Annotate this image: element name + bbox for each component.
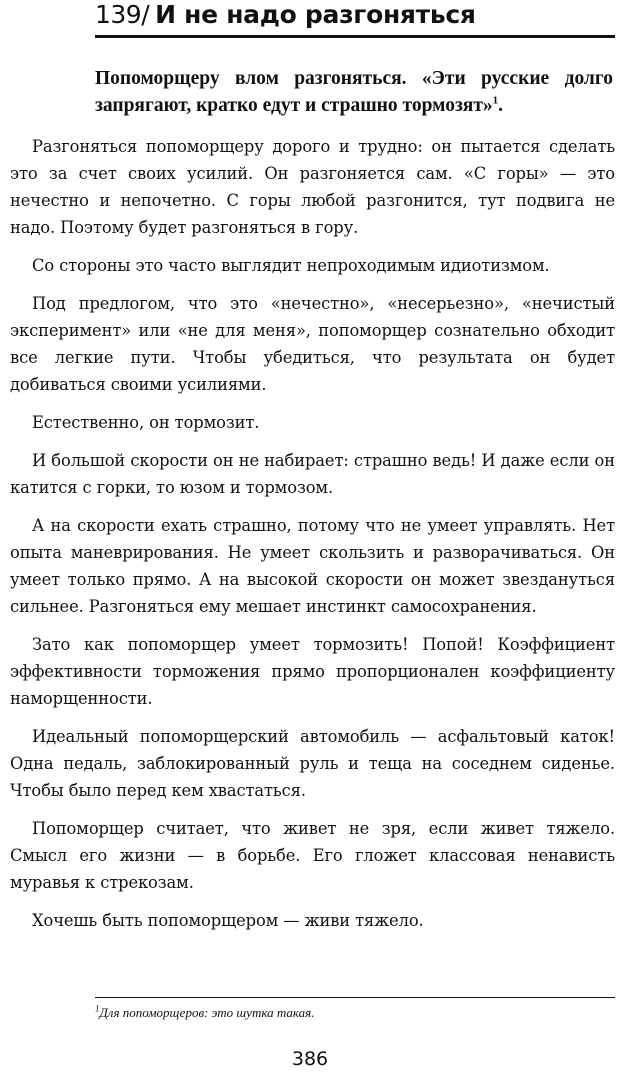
paragraph: И большой скорости он не набирает: страшно ведь! И даже если он катится с горки, то юзом и тормозом.: [10, 451, 615, 497]
paragraph: Попоморщер считает, что живет не зря, если живет тяжело. Смысл его жизни — в борьбе. Его гложет классовая ненависть муравья к стрекозам.: [10, 819, 615, 892]
paragraph: Идеальный попоморщерский автомобиль — асфальтовый каток! Одна педаль, заблокированный руль и теща на соседнем сиденье. Чтобы было перед кем хвастаться.: [10, 727, 615, 800]
paragraph: Разгоняться попоморщеру дорого и трудно: он пытается сделать это за счет своих усилий. Он разгоняется сам. «С горы» — это нечестно и непочетно. С горы любой разгонится, тут подвига не надо. Поэтому будет разгоняться в гору.: [10, 137, 615, 237]
epigraph-footnote-marker: 1: [492, 94, 499, 107]
paragraph: Со стороны это часто выглядит непроходимым идиотизмом.: [32, 256, 550, 275]
paragraph: Под предлогом, что это «нечестно», «несерьезно», «нечистый эксперимент» или «не для меня», попоморщер сознательно обходит все легкие пути. Чтобы убедиться, что результата он будет добиваться своими усилиями.: [10, 294, 615, 394]
footnote: [95, 1004, 615, 1022]
epigraph-text: Попоморщеру влом разгоняться. «Эти русские долго запрягают, кратко едут и страшно тормозят»: [95, 68, 613, 116]
chapter-number: 139/: [95, 0, 150, 29]
body-text: [10, 133, 615, 945]
paragraph: Хочешь быть попоморщером — живи тяжело.: [32, 911, 424, 930]
header-divider: [95, 35, 615, 38]
paragraph: Зато как попоморщер умеет тормозить! Попой! Коэффициент эффективности торможения прямо пропорционален коэффициенту наморщенности.: [10, 635, 615, 708]
footnote-text: Для попоморщеров: это шутка такая.: [99, 1005, 315, 1020]
epigraph-end-punct: .: [498, 95, 504, 116]
chapter-header: [95, 0, 615, 40]
epigraph: [95, 65, 613, 119]
paragraph: Естественно, он тормозит.: [32, 413, 260, 432]
footnote-marker: 1: [95, 1003, 100, 1014]
page-number: 386: [291, 1048, 329, 1070]
chapter-title: И не надо разгоняться: [155, 0, 476, 29]
paragraph: А на скорости ехать страшно, потому что не умеет управлять. Нет опыта маневрирования. Не умеет скользить и разворачиваться. Он умеет только прямо. А на высокой скорости он может звездануться сильнее. Разгоняться ему мешает инстинкт самосохранения.: [10, 516, 615, 616]
footnote-divider: [95, 997, 615, 998]
